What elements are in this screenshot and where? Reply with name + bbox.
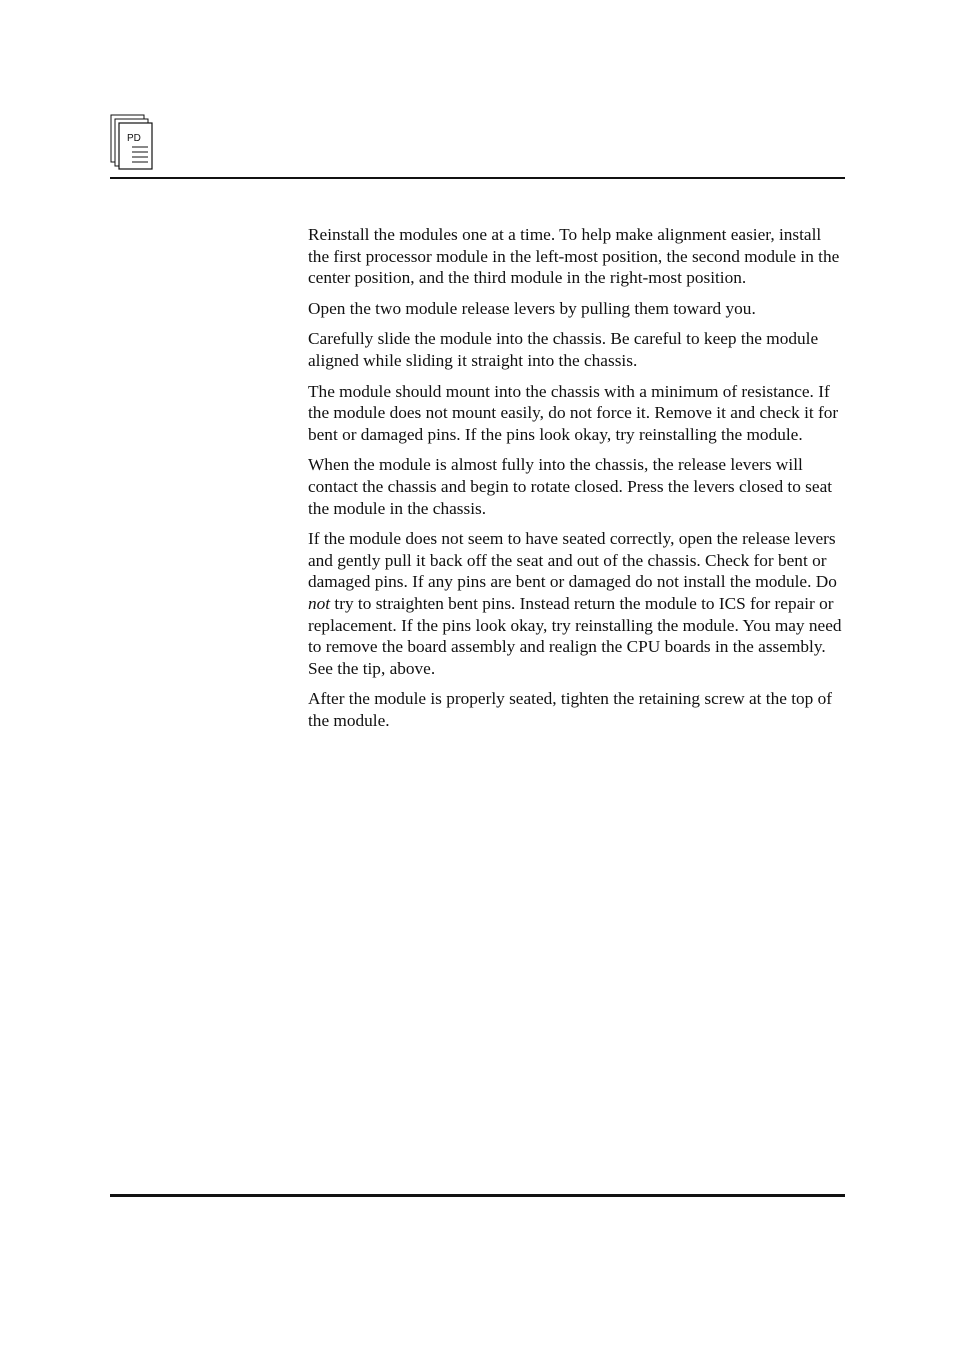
step-paragraph-6	[308, 528, 844, 679]
step-paragraph-1: Reinstall the modules one at a time. To help make alignment easier, install the first processor module in the left-most position, the second module in the center position, and the third module in the right-most position.	[308, 225, 840, 288]
header-rule	[110, 177, 845, 179]
instruction-steps	[308, 224, 844, 740]
step-paragraph-4: The module should mount into the chassis with a minimum of resistance. If the module does not mount easily, do not force it. Remove it and check it for bent or damaged pins. If the pins look okay, try reinstalling the module.	[308, 381, 839, 444]
step-paragraph-6-part-2: try to straighten bent pins. Instead return the module to ICS for repair or replacement. If the pins look okay, try reinstalling the module. You may need to remove the board assembly and realign the CPU boards in the assembly. See the tip, above.	[308, 593, 842, 678]
step-paragraph-2: Open the two module release levers by pulling them toward you.	[308, 298, 756, 318]
step-paragraph-7: After the module is properly seated, tighten the retaining screw at the top of the module.	[308, 689, 833, 730]
logo-text: PD	[127, 133, 141, 144]
emphasis-not: not	[308, 593, 331, 613]
document-stack-icon	[110, 114, 156, 170]
step-paragraph-5: When the module is almost fully into the chassis, the release levers will contact the chassis and begin to rotate closed. Press the levers closed to seat the module in the chassis.	[308, 455, 833, 518]
step-paragraph-3: Carefully slide the module into the chassis. Be careful to keep the module aligned while sliding it straight into the chassis.	[308, 329, 819, 370]
footer-rule	[110, 1194, 845, 1197]
step-paragraph-6-part-1: If the module does not seem to have seated correctly, open the release levers and gently pull it back off the seat and out of the chassis. Check for bent or damaged pins. If any pins are bent or damaged do not install the module. Do	[308, 529, 837, 592]
